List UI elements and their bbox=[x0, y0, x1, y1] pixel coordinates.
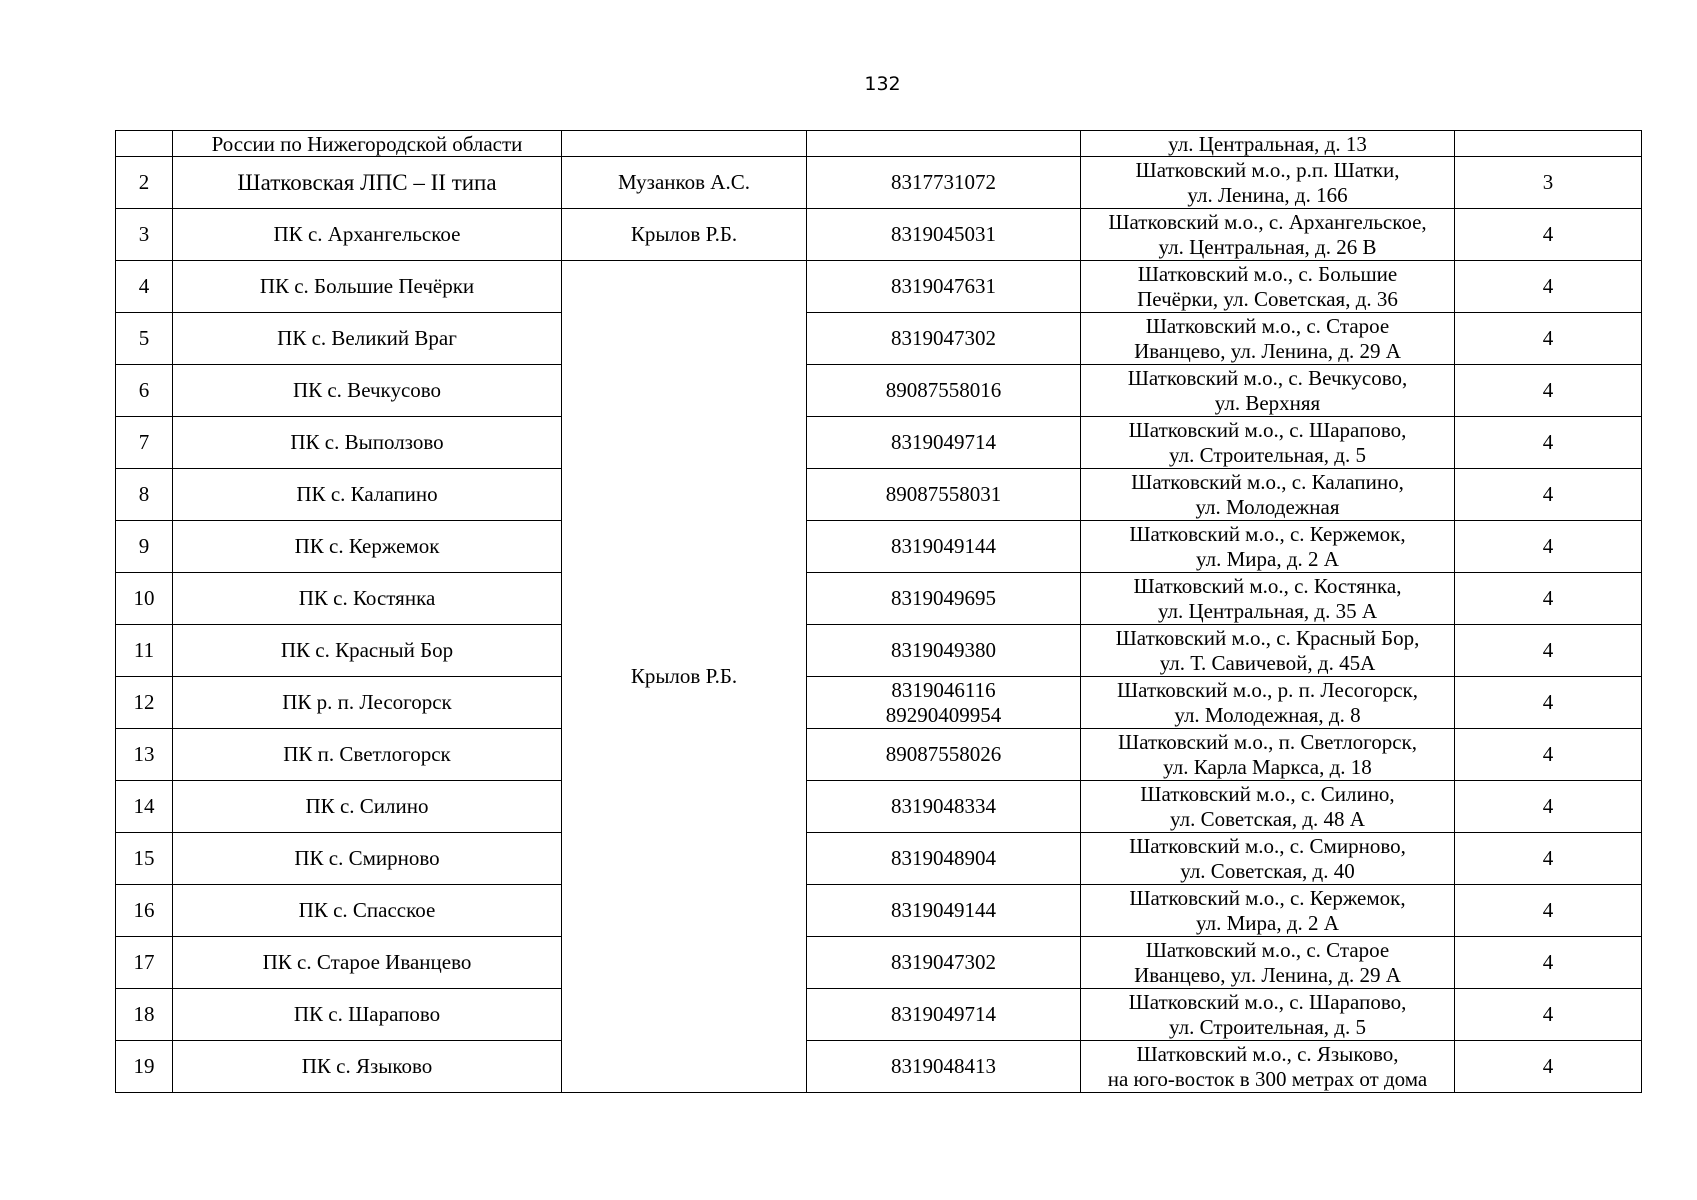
cell-address-line: Шатковский м.о., с. Красный Бор, bbox=[1115, 625, 1420, 650]
cell-category: 4 bbox=[1455, 625, 1642, 677]
cell-category: 4 bbox=[1455, 1041, 1642, 1093]
cell-phone bbox=[807, 885, 1081, 937]
cell-category bbox=[1455, 131, 1642, 157]
table-row bbox=[116, 521, 1642, 573]
cell-address bbox=[1081, 573, 1455, 625]
cell-phone bbox=[807, 1041, 1081, 1093]
cell-address-line: ул. Центральная, д. 26 В bbox=[1158, 234, 1377, 259]
cell-address bbox=[1081, 209, 1455, 261]
cell-address-line: Печёрки, ул. Советская, д. 36 bbox=[1137, 286, 1398, 311]
cell-name: ПК п. Светлогорск bbox=[173, 729, 562, 781]
cell-phone-line: 8319048334 bbox=[891, 794, 996, 818]
cell-name: ПК р. п. Лесогорск bbox=[173, 677, 562, 729]
cell-number: 12 bbox=[116, 677, 173, 729]
cell-category: 4 bbox=[1455, 469, 1642, 521]
cell-number: 2 bbox=[116, 157, 173, 209]
cell-category: 4 bbox=[1455, 833, 1642, 885]
cell-address-line: Шатковский м.о., с. Большие bbox=[1137, 261, 1398, 286]
cell-address bbox=[1081, 833, 1455, 885]
cell-name: ПК с. Калапино bbox=[173, 469, 562, 521]
cell-address bbox=[1081, 313, 1455, 365]
cell-number: 14 bbox=[116, 781, 173, 833]
cell-address-line: Шатковский м.о., с. Шарапово, bbox=[1128, 989, 1407, 1014]
page-number: 132 bbox=[864, 73, 901, 95]
table-row bbox=[116, 625, 1642, 677]
cell-address bbox=[1081, 989, 1455, 1041]
table-row bbox=[116, 937, 1642, 989]
cell-category: 4 bbox=[1455, 365, 1642, 417]
table-row bbox=[116, 417, 1642, 469]
cell-address-line: ул. Советская, д. 40 bbox=[1180, 858, 1355, 883]
cell-name: ПК с. Языково bbox=[173, 1041, 562, 1093]
table-row bbox=[116, 677, 1642, 729]
cell-number: 8 bbox=[116, 469, 173, 521]
table-row bbox=[116, 469, 1642, 521]
cell-phone bbox=[807, 469, 1081, 521]
table-row bbox=[116, 781, 1642, 833]
cell-number: 6 bbox=[116, 365, 173, 417]
table-row bbox=[116, 833, 1642, 885]
cell-category: 4 bbox=[1455, 885, 1642, 937]
cell-number: 5 bbox=[116, 313, 173, 365]
cell-address-line: ул. Молодежная, д. 8 bbox=[1174, 702, 1361, 727]
cell-phone-line: 8319049380 bbox=[891, 638, 996, 662]
cell-number: 16 bbox=[116, 885, 173, 937]
cell-phone bbox=[807, 937, 1081, 989]
cell-number: 15 bbox=[116, 833, 173, 885]
cell-phone bbox=[807, 729, 1081, 781]
cell-address-line: Шатковский м.о., с. Языково, bbox=[1136, 1041, 1399, 1066]
cell-category: 4 bbox=[1455, 417, 1642, 469]
cell-phone-line: 8319047302 bbox=[891, 950, 996, 974]
cell-category: 4 bbox=[1455, 313, 1642, 365]
cell-address-line: Шатковский м.о., с. Костянка, bbox=[1133, 573, 1402, 598]
cell-phone-line: 8319045031 bbox=[891, 222, 996, 246]
cell-address-line: ул. Мира, д. 2 А bbox=[1196, 910, 1339, 935]
cell-phone bbox=[807, 781, 1081, 833]
cell-address bbox=[1081, 1041, 1455, 1093]
table-row bbox=[116, 157, 1642, 209]
cell-head: Крылов Р.Б. bbox=[562, 209, 807, 261]
cell-phone bbox=[807, 313, 1081, 365]
table-row-continuation bbox=[116, 131, 1642, 157]
cell-address-line: ул. Строительная, д. 5 bbox=[1169, 1014, 1366, 1039]
cell-number: 18 bbox=[116, 989, 173, 1041]
cell-address-line: ул. Карла Маркса, д. 18 bbox=[1163, 754, 1372, 779]
cell-phone bbox=[807, 677, 1081, 729]
cell-address-line: Шатковский м.о., с. Кержемок, bbox=[1129, 885, 1406, 910]
table-row bbox=[116, 989, 1642, 1041]
cell-address-line: ул. Мира, д. 2 А bbox=[1196, 546, 1339, 571]
cell-number: 9 bbox=[116, 521, 173, 573]
cell-category: 4 bbox=[1455, 677, 1642, 729]
cell-name: ПК с. Спасское bbox=[173, 885, 562, 937]
cell-category: 4 bbox=[1455, 729, 1642, 781]
cell-phone bbox=[807, 625, 1081, 677]
cell-address-line: Шатковский м.о., с. Архангельское, bbox=[1108, 209, 1427, 234]
cell-name: ПК с. Шарапово bbox=[173, 989, 562, 1041]
cell-address-line: ул. Строительная, д. 5 bbox=[1169, 442, 1366, 467]
cell-category: 4 bbox=[1455, 521, 1642, 573]
cell-phone-line: 8319049144 bbox=[891, 898, 996, 922]
cell-address bbox=[1081, 521, 1455, 573]
cell-address bbox=[1081, 729, 1455, 781]
cell-phone-line: 8319048413 bbox=[891, 1054, 996, 1078]
cell-address bbox=[1081, 885, 1455, 937]
cell-address-line: Шатковский м.о., с. Силино, bbox=[1140, 781, 1395, 806]
cell-address-line: Иванцево, ул. Ленина, д. 29 А bbox=[1134, 962, 1401, 987]
cell-address-line: Шатковский м.о., р. п. Лесогорск, bbox=[1117, 677, 1418, 702]
cell-name: России по Нижегородской области bbox=[173, 131, 562, 157]
cell-name: ПК с. Выползово bbox=[173, 417, 562, 469]
cell-number: 4 bbox=[116, 261, 173, 313]
cell-number: 19 bbox=[116, 1041, 173, 1093]
cell-address-line: Шатковский м.о., с. Калапино, bbox=[1131, 469, 1404, 494]
cell-phone bbox=[807, 157, 1081, 209]
cell-phone-line: 8319049695 bbox=[891, 586, 996, 610]
cell-phone-line: 8319047631 bbox=[891, 274, 996, 298]
cell-address-line: Шатковский м.о., с. Кержемок, bbox=[1129, 521, 1406, 546]
cell-head-merged: Крылов Р.Б. bbox=[562, 261, 807, 1093]
table-row bbox=[116, 313, 1642, 365]
cell-address bbox=[1081, 157, 1455, 209]
cell-name: ПК с. Красный Бор bbox=[173, 625, 562, 677]
cell-number bbox=[116, 131, 173, 157]
cell-phone-line: 8317731072 bbox=[891, 170, 996, 194]
cell-address-line: Иванцево, ул. Ленина, д. 29 А bbox=[1134, 338, 1401, 363]
cell-name: ПК с. Великий Враг bbox=[173, 313, 562, 365]
cell-phone-line: 8319048904 bbox=[891, 846, 996, 870]
table-row bbox=[116, 209, 1642, 261]
cell-category: 4 bbox=[1455, 261, 1642, 313]
cell-name: ПК с. Смирново bbox=[173, 833, 562, 885]
cell-address-line: Шатковский м.о., с. Вечкусово, bbox=[1127, 365, 1408, 390]
cell-phone-line: 8319049144 bbox=[891, 534, 996, 558]
cell-address-line: ул. Молодежная bbox=[1195, 494, 1340, 519]
cell-phone bbox=[807, 209, 1081, 261]
cell-phone bbox=[807, 833, 1081, 885]
cell-address bbox=[1081, 677, 1455, 729]
cell-category: 3 bbox=[1455, 157, 1642, 209]
cell-address-line: Шатковский м.о., с. Старое bbox=[1145, 313, 1390, 338]
table-row bbox=[116, 885, 1642, 937]
cell-head bbox=[562, 131, 807, 157]
cell-category: 4 bbox=[1455, 937, 1642, 989]
table-row bbox=[116, 365, 1642, 417]
cell-address-line: Шатковский м.о., с. Шарапово, bbox=[1128, 417, 1407, 442]
cell-address-line: ул. Ленина, д. 166 bbox=[1187, 182, 1348, 207]
cell-phone-line: 89290409954 bbox=[885, 702, 1002, 727]
cell-address bbox=[1081, 417, 1455, 469]
cell-phone bbox=[807, 261, 1081, 313]
cell-number: 10 bbox=[116, 573, 173, 625]
cell-head: Музанков А.С. bbox=[562, 157, 807, 209]
table-row bbox=[116, 261, 1642, 313]
cell-address bbox=[1081, 781, 1455, 833]
cell-address-line: на юго-восток в 300 метрах от дома bbox=[1107, 1066, 1428, 1091]
cell-name: ПК с. Старое Иванцево bbox=[173, 937, 562, 989]
cell-phone bbox=[807, 417, 1081, 469]
cell-address-line: ул. Советская, д. 48 А bbox=[1170, 806, 1365, 831]
cell-name: Шатковская ЛПС – II типа bbox=[173, 157, 562, 209]
cell-category: 4 bbox=[1455, 781, 1642, 833]
cell-address-line: Шатковский м.о., р.п. Шатки, bbox=[1135, 157, 1400, 182]
cell-name: ПК с. Архангельское bbox=[173, 209, 562, 261]
cell-name: ПК с. Большие Печёрки bbox=[173, 261, 562, 313]
cell-name: ПК с. Силино bbox=[173, 781, 562, 833]
cell-number: 3 bbox=[116, 209, 173, 261]
cell-address-line: Шатковский м.о., с. Старое bbox=[1145, 937, 1390, 962]
cell-address bbox=[1081, 365, 1455, 417]
table-row bbox=[116, 1041, 1642, 1093]
table-body bbox=[116, 131, 1642, 1093]
cell-phone-line: 8319047302 bbox=[891, 326, 996, 350]
cell-address bbox=[1081, 625, 1455, 677]
cell-category: 4 bbox=[1455, 573, 1642, 625]
cell-address-line: ул. Центральная, д. 35 А bbox=[1157, 598, 1378, 623]
cell-name: ПК с. Кержемок bbox=[173, 521, 562, 573]
cell-phone bbox=[807, 521, 1081, 573]
cell-name: ПК с. Костянка bbox=[173, 573, 562, 625]
cell-number: 11 bbox=[116, 625, 173, 677]
fire-station-table bbox=[115, 130, 1642, 1093]
cell-phone-line: 8319046116 bbox=[891, 677, 996, 702]
table-row bbox=[116, 573, 1642, 625]
cell-address-line: ул. Т. Савичевой, д. 45А bbox=[1159, 650, 1376, 675]
cell-phone-line: 89087558016 bbox=[885, 378, 1002, 402]
cell-number: 13 bbox=[116, 729, 173, 781]
cell-address-line: Шатковский м.о., с. Смирново, bbox=[1129, 833, 1406, 858]
cell-category: 4 bbox=[1455, 989, 1642, 1041]
cell-phone bbox=[807, 989, 1081, 1041]
cell-phone bbox=[807, 131, 1081, 157]
cell-address bbox=[1081, 469, 1455, 521]
table-row bbox=[116, 729, 1642, 781]
cell-number: 17 bbox=[116, 937, 173, 989]
cell-address bbox=[1081, 261, 1455, 313]
cell-phone bbox=[807, 365, 1081, 417]
cell-phone-line: 89087558031 bbox=[885, 482, 1002, 506]
cell-address-line: Шатковский м.о., п. Светлогорск, bbox=[1118, 729, 1417, 754]
cell-phone-line: 8319049714 bbox=[891, 430, 996, 454]
cell-address bbox=[1081, 937, 1455, 989]
cell-address: ул. Центральная, д. 13 bbox=[1081, 131, 1455, 157]
cell-phone-line: 8319049714 bbox=[891, 1002, 996, 1026]
cell-address-line: ул. Верхняя bbox=[1214, 390, 1321, 415]
cell-category: 4 bbox=[1455, 209, 1642, 261]
cell-name: ПК с. Вечкусово bbox=[173, 365, 562, 417]
cell-phone-line: 89087558026 bbox=[885, 742, 1002, 766]
cell-number: 7 bbox=[116, 417, 173, 469]
cell-phone bbox=[807, 573, 1081, 625]
